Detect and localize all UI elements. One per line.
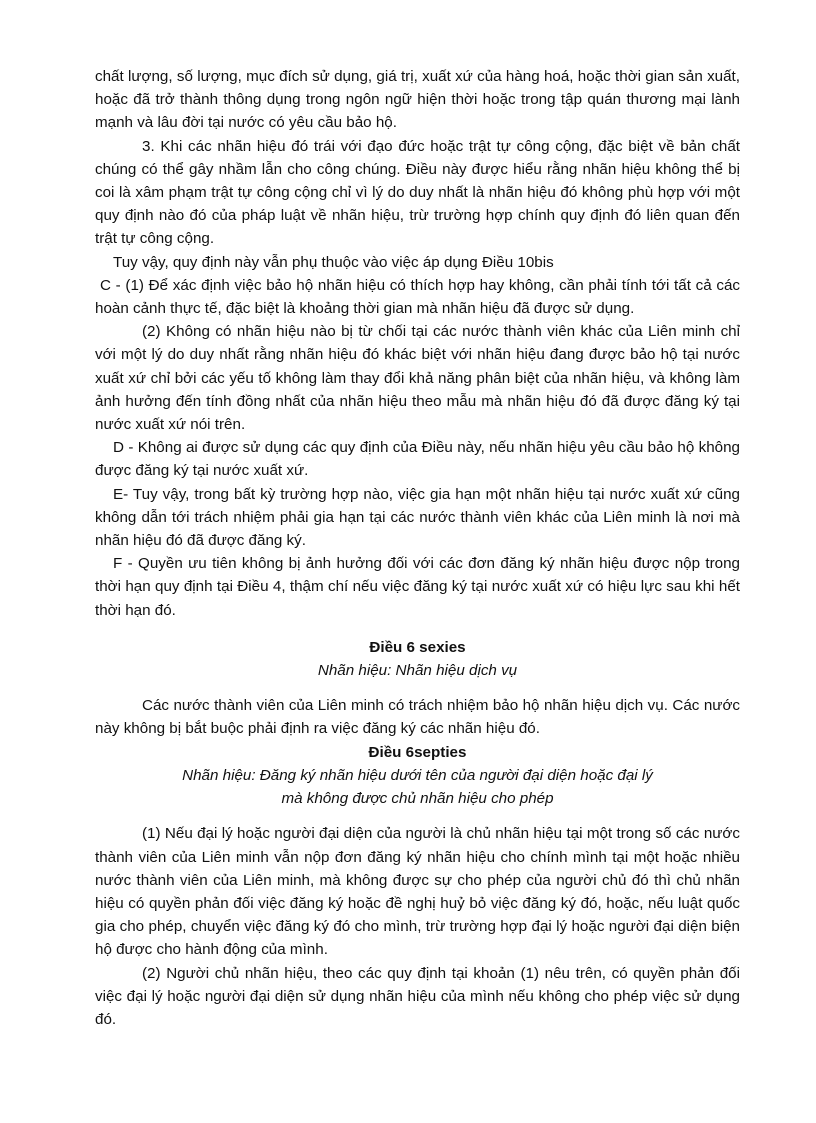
paragraph-clause-3: 3. Khi các nhãn hiệu đó trái với đạo đức hoặc trật tự công cộng, đặc biệt về bản chất chúng có thể gây nhầm lẫn cho công chúng. Điều này được hiểu rằng nhãn hiệu không thể bị coi là xâm phạm trật tự công cộng chỉ vì lý do duy nhất là nhãn hiệu đó không phù hợp với một quy định nào đó của pháp luật về nhãn hiệu, trừ trường hợp chính quy định đó liên quan đến trật tự công cộng. — [95, 137, 740, 248]
paragraph-6septies-2: (2) Người chủ nhãn hiệu, theo các quy định tại khoản (1) nêu trên, có quyền phản đối việc đại lý hoặc người đại diện sử dụng nhãn hiệu của mình nếu không cho phép việc sử dụng đó. — [95, 964, 740, 1028]
document-page — [95, 65, 740, 1031]
paragraph-service-marks: Các nước thành viên của Liên minh có trách nhiệm bảo hộ nhãn hiệu dịch vụ. Các nước này không bị bắt buộc phải định ra việc đăng ký các nhãn hiệu đó. — [95, 697, 740, 738]
paragraph-section-c1: C - (1) Để xác định việc bảo hộ nhãn hiệu có thích hợp hay không, cần phải tính tới tất cả các hoàn cảnh thực tế, đặc biệt là khoảng thời gian mà nhãn hiệu đã được sử dụng. — [95, 276, 740, 318]
article-6septies-subtitle-line2: mà không được chủ nhãn hiệu cho phép — [281, 790, 554, 808]
paragraph-6septies-1: (1) Nếu đại lý hoặc người đại diện của người là chủ nhãn hiệu tại một trong số các nước thành viên của Liên minh vẫn nộp đơn đăng ký nhãn hiệu cho chính mình tại một hoặc nhiều nước thành viên của Liên minh, mà không được sự cho phép của người chủ đó thì chủ nhãn hiệu có quyền phản đối việc đăng ký hoặc đề nghị huỷ bỏ việc đăng ký đó, hoặc, nếu luật quốc gia cho phép, chuyển việc đăng ký đó cho mình, trừ trường hợp đại lý hoặc người đại diện biện hộ được cho hành động của mình. — [95, 825, 740, 959]
article-6septies-subtitle-line1: Nhãn hiệu: Đăng ký nhãn hiệu dưới tên của người đại diện hoặc đại lý — [182, 766, 653, 784]
paragraph-section-c2: (2) Không có nhãn hiệu nào bị từ chối tại các nước thành viên khác của Liên minh chỉ với một lý do duy nhất rằng nhãn hiệu đó khác biệt với nhãn hiệu đang được bảo hộ tại nước xuất xứ chỉ bởi các yếu tố không làm thay đổi khả năng phân biệt của nhãn hiệu, và không làm ảnh hưởng đến tính đồng nhất của nhãn hiệu theo mẫu mà nhãn hiệu đó đã được đăng ký tại nước xuất xứ nói trên. — [95, 323, 740, 434]
article-6septies-heading: Điều 6septies — [368, 743, 467, 761]
article-6sexies-heading: Điều 6 sexies — [369, 638, 466, 656]
article-6sexies-subtitle: Nhãn hiệu: Nhãn hiệu dịch vụ — [317, 662, 518, 680]
paragraph-article-10bis-note: Tuy vậy, quy định này vẫn phụ thuộc vào việc áp dụng Điều 10bis — [113, 253, 554, 271]
paragraph-quality-clause: chất lượng, số lượng, mục đích sử dụng, giá trị, xuất xứ của hàng hoá, hoặc thời gian sản xuất, hoặc đã trở thành thông dụng trong ngôn ngữ hiện thời hoặc trong tập quán thương mại lành mạnh và lâu đời tại nước có yêu cầu bảo hộ. — [95, 68, 740, 132]
paragraph-section-e: E- Tuy vậy, trong bất kỳ trường hợp nào, việc gia hạn một nhãn hiệu tại nước xuất xứ cũng không dẫn tới trách nhiệm phải gia hạn tại các nước thành viên khác của Liên minh là nơi mà nhãn hiệu đó đã được đăng ký. — [95, 485, 740, 550]
paragraph-section-d: D - Không ai được sử dụng các quy định của Điều này, nếu nhãn hiệu yêu cầu bảo hộ không được đăng ký tại nước xuất xứ. — [95, 439, 740, 480]
paragraph-section-f: F - Quyền ưu tiên không bị ảnh hưởng đối với các đơn đăng ký nhãn hiệu được nộp trong thời hạn quy định tại Điều 4, thậm chí nếu việc đăng ký tại nước xuất xứ có hiệu lực sau khi hết thời hạn đó. — [95, 555, 740, 619]
